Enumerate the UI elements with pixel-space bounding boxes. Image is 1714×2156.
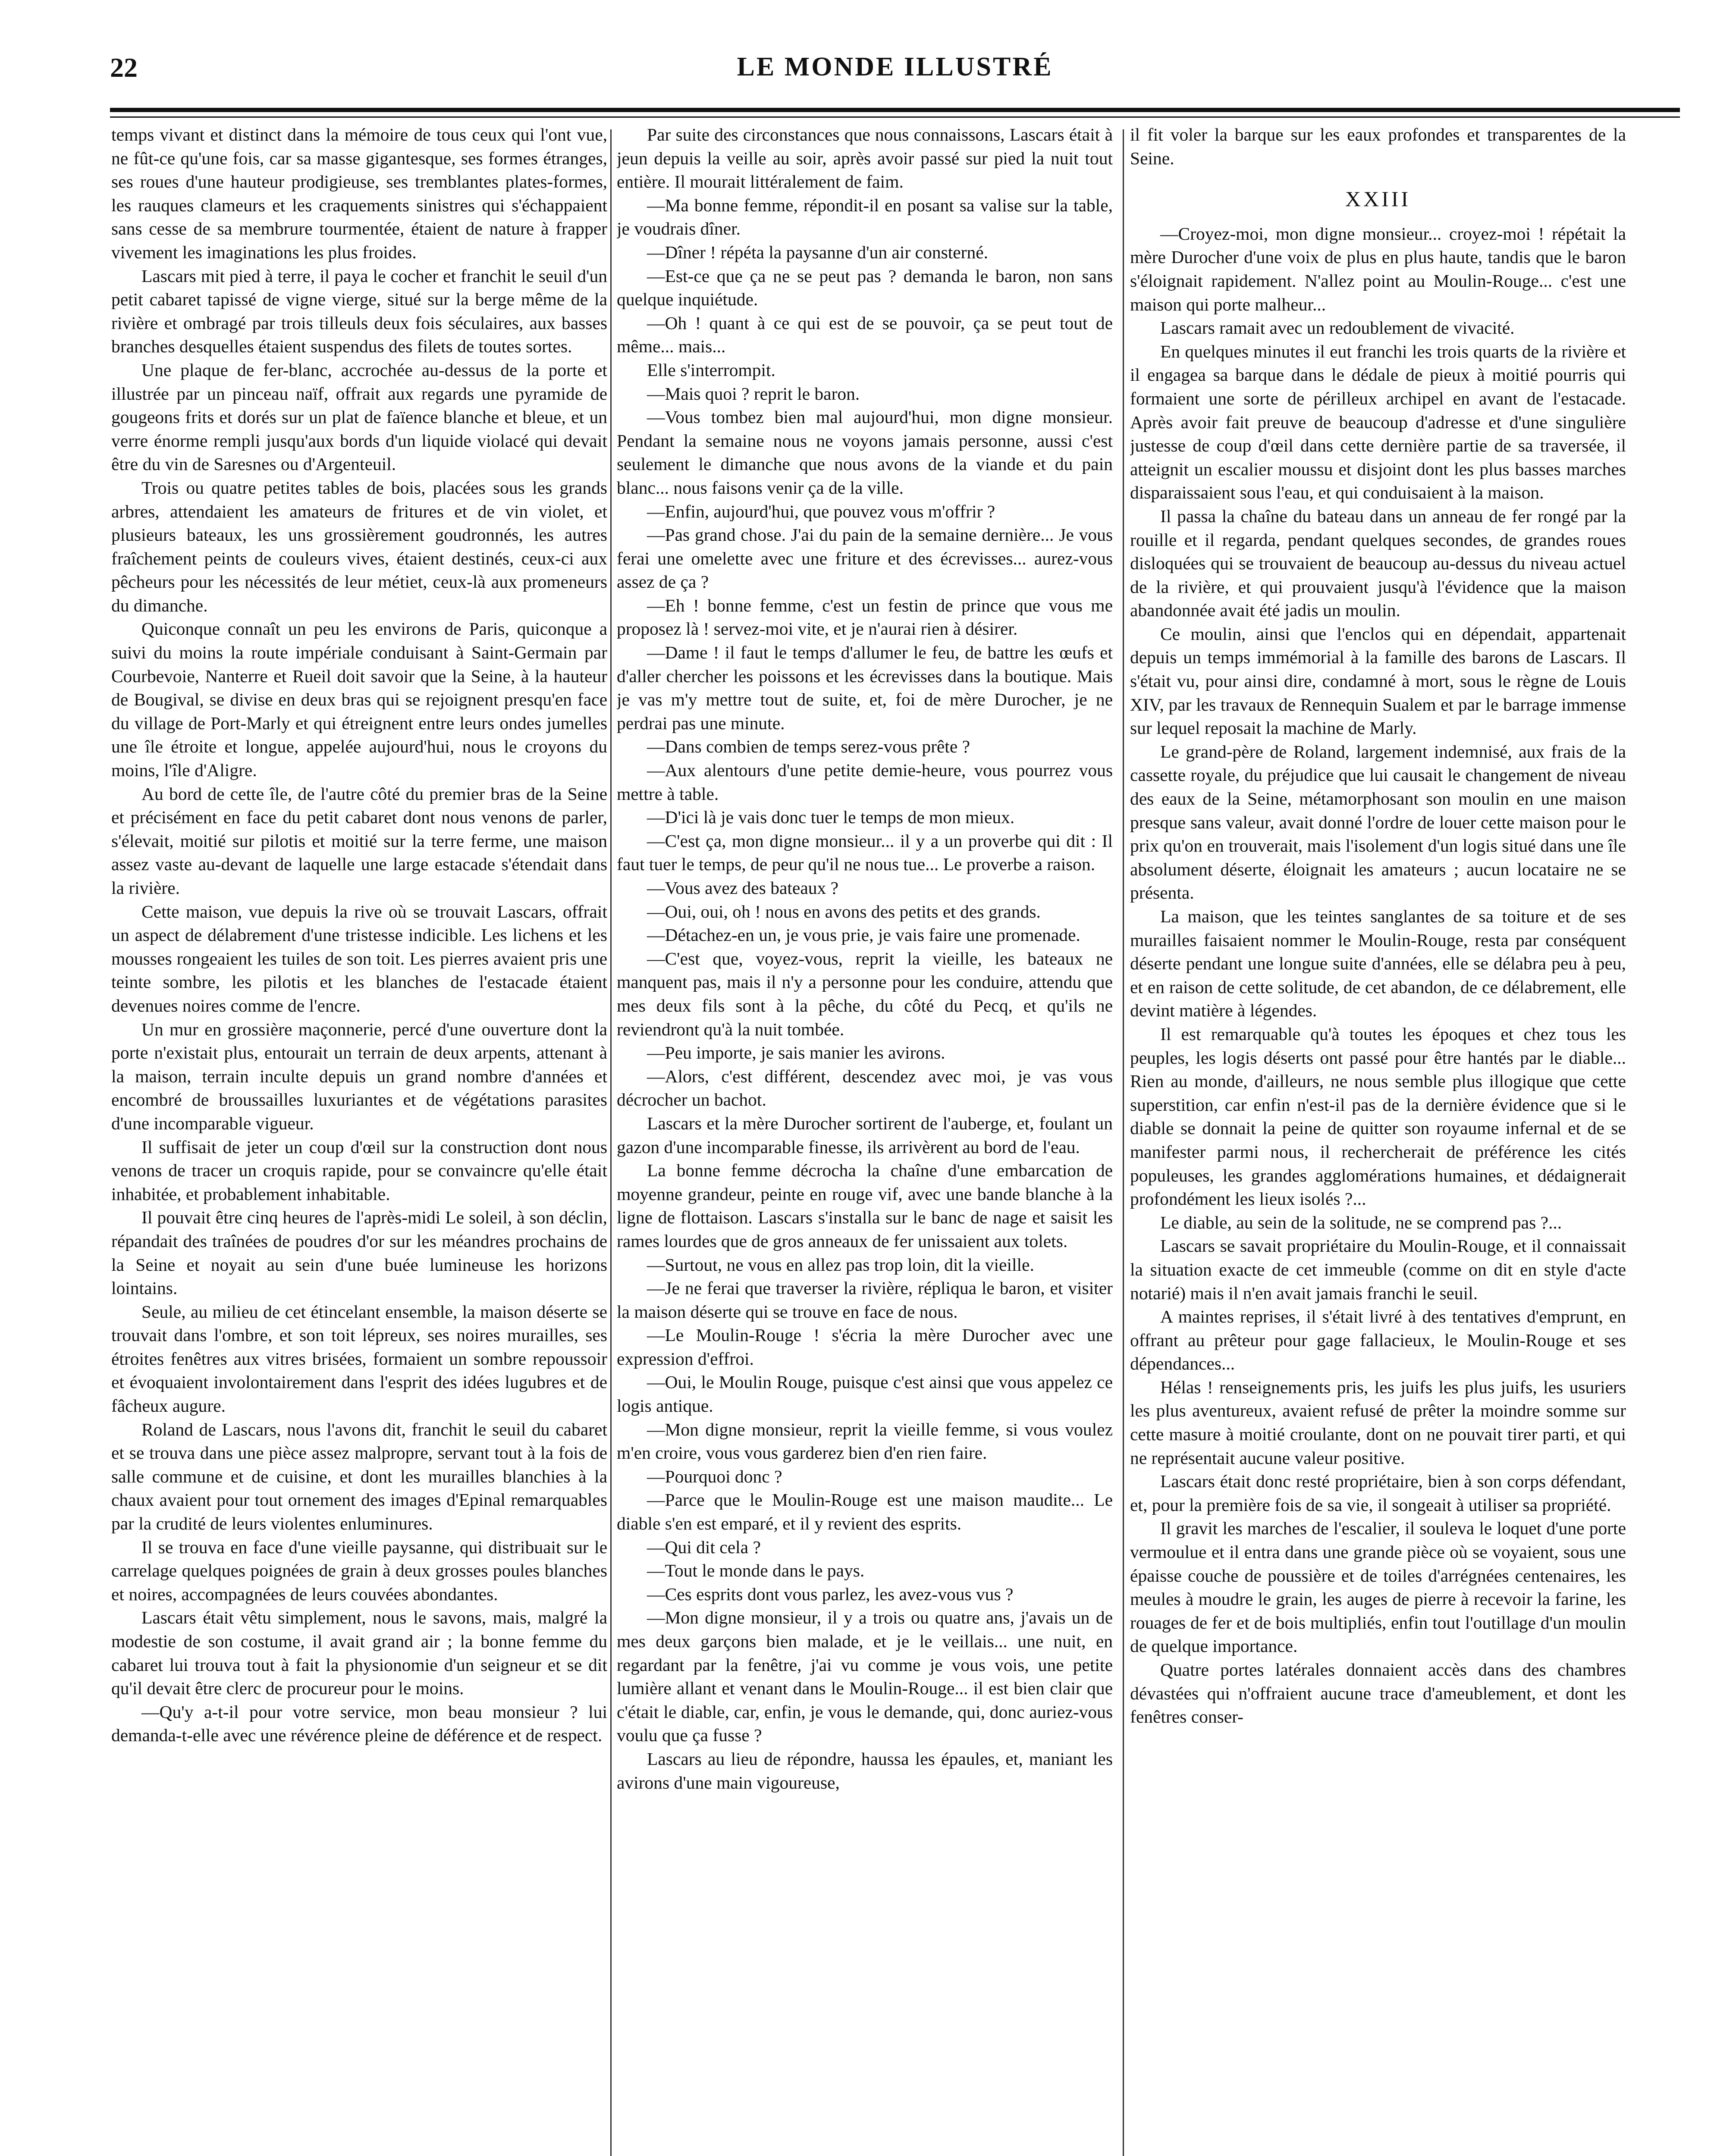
paragraph: Une plaque de fer-blanc, accrochée au-dessus de la porte et illustrée par un pinceau naïf, offrait aux regards une pyramide de gougeons frits et dorés sur un plat de faïence blanche et bleue, et un verre énorme rempli jusqu'aux bords d'un liquide violacé qui devait être du vin de Saresnes ou d'Argenteuil. bbox=[111, 360, 607, 474]
paragraph: —Dans combien de temps serez-vous prête ? bbox=[647, 736, 970, 757]
paragraph: —Oui, oui, oh ! nous en avons des petits et des grands. bbox=[647, 901, 1041, 921]
paragraph: —C'est ça, mon digne monsieur... il y a un proverbe qui dit : Il faut tuer le temps, de peur qu'il ne nous tue... Le proverbe a raison. bbox=[617, 830, 1113, 874]
page-number: 22 bbox=[110, 52, 138, 83]
paragraph: —Tout le monde dans le pays. bbox=[647, 1561, 865, 1581]
paragraph: —Eh ! bonne femme, c'est un festin de prince que vous me proposez là ! servez-moi vite, et je n'aurai rien à désirer. bbox=[617, 595, 1113, 639]
paragraph: —Qu'y a-t-il pour votre service, mon beau monsieur ? lui demanda-t-elle avec une révérence pleine de déférence et de respect. bbox=[111, 1702, 607, 1745]
paragraph: Seule, au milieu de cet étincelant ensemble, la maison déserte se trouvait dans l'ombre, et son toit lépreux, ses noires murailles, ses étroites fenêtres aux vitres brisées, formaient un sombre repoussoir et évoquaient involontairement dans l'esprit des idées lugubres et de fâcheux augure. bbox=[111, 1301, 607, 1416]
paragraph: —Dame ! il faut le temps d'allumer le feu, de battre les œufs et d'aller chercher les poissons et les écrevisses dans la boutique. Mais je vas m'y mettre tout de suite, et, foi de mère Durocher, je ne perdrai pas une minute. bbox=[617, 642, 1113, 733]
paragraph: Au bord de cette île, de l'autre côté du premier bras de la Seine et précisément en face du petit cabaret dont nous venons de parler, s'élevait, moitié sur pilotis et moitié sur la terre ferme, une maison assez vaste au-devant de laquelle une large estacade s'étendait dans la rivière. bbox=[111, 783, 607, 898]
paragraph: Roland de Lascars, nous l'avons dit, franchit le seuil du cabaret et se trouva dans une pièce assez malpropre, servant tout à la fois de salle commune et de cuisine, et dont les murailles blanchies à la chaux avaient pour tout ornement des images d'Epinal remarquables par la crudité de leurs violentes enluminures. bbox=[111, 1419, 607, 1534]
paragraph: Lascars mit pied à terre, il paya le cocher et franchit le seuil d'un petit cabaret tapissé de vigne vierge, situé sur la berge même de la rivière et ombragé par trois tilleuls deux fois séculaires, aux basses branches desquelles étaient suspendus des filets de toutes sortes. bbox=[111, 266, 607, 357]
paragraph: —Oui, le Moulin Rouge, puisque c'est ainsi que vous appelez ce logis antique. bbox=[617, 1372, 1113, 1416]
paragraph: temps vivant et distinct dans la mémoire de tous ceux qui l'ont vue, ne fût-ce qu'une fois, car sa masse gigantesque, ses formes étranges, ses roues d'une hauteur prodigieuse, ses tremblantes plates-formes, les rauques clameurs et les craquements sinistres qui s'échappaient sans cesse de sa membrure tourmentée, étaient de nature à frapper vivement les imaginations les plus froides. bbox=[111, 125, 607, 262]
paragraph: Par suite des circonstances que nous connaissons, Lascars était à jeun depuis la veille au soir, après avoir passé sur pied la nuit tout entière. Il mourait littéralement de faim. bbox=[617, 125, 1113, 192]
paragraph: —Parce que le Moulin-Rouge est une maison maudite... Le diable s'en est emparé, et il y revient des esprits. bbox=[617, 1490, 1113, 1534]
paragraph: Cette maison, vue depuis la rive où se trouvait Lascars, offrait un aspect de délabrement d'une tristesse indicible. Les lichens et les mousses rongeaient les tuiles de son toit. Les pierres avaient pris une teinte sombre, les pilotis et les blanches de l'estacade étaient devenues noires comme de l'encre. bbox=[111, 901, 607, 1015]
paragraph: Lascars se savait propriétaire du Moulin-Rouge, et il connaissait la situation exacte de cet immeuble (comme on dit en style d'acte notarié) mais il n'en avait jamais franchi le seuil. bbox=[1130, 1236, 1626, 1303]
paragraph: La maison, que les teintes sanglantes de sa toiture et de ses murailles faisaient nommer le Moulin-Rouge, resta par conséquent déserte pendant une longue suite d'années, elle se délabra peu à peu, et en raison de cette solitude, de cet abandon, de ce délabrement, elle devint matière à légendes. bbox=[1130, 906, 1626, 1021]
text-column-3 bbox=[1130, 123, 1626, 2156]
paragraph: —Ces esprits dont vous parlez, les avez-vous vus ? bbox=[647, 1584, 1014, 1604]
paragraph: En quelques minutes il eut franchi les trois quarts de la rivière et il engagea sa barque dans le dédale de pieux à moitié pourris qui formaient une sorte de périlleux archipel en avant de l'estacade. Après avoir fait preuve de beaucoup d'adresse et d'une singulière justesse de coup d'œil dans cette dernière partie de sa traversée, il atteignit un escalier moussu et disjoint dont les plus basses marches disparaissaient sous l'eau, et qui conduisaient à la maison. bbox=[1130, 341, 1626, 503]
paragraph: Trois ou quatre petites tables de bois, placées sous les grands arbres, attendaient les amateurs de fritures et de vin violet, et plusieurs bateaux, les uns grossièrement goudronnés, les autres fraîchement peints de couleurs vives, étaient destinés, ceux-ci aux pêcheurs pour les nécessités de leur métiet, ceux-là aux promeneurs du dimanche. bbox=[111, 477, 607, 615]
column-separator bbox=[1123, 129, 1124, 2156]
page-header bbox=[110, 52, 1680, 95]
paragraph: Lascars était vêtu simplement, nous le savons, mais, malgré la modestie de son costume, il avait grand air ; la bonne femme du cabaret lui trouva tout à fait la physionomie d'un seigneur et se dit qu'il devait être clerc de procureur pour le moins. bbox=[111, 1608, 607, 1698]
paragraph: Il est remarquable qu'à toutes les époques et chez tous les peuples, les logis déserts ont passé pour être hantés par le diable... Rien au monde, d'ailleurs, ne nous semble plus illogique que cette superstition, car enfin n'est-il pas de la dernière évidence que si le diable se donnait la peine de quitter son royaume infernal et de se manifester parmi nous, il rechercherait de préférence les cités populeuses, les grandes agglomérations humaines, et dédaignerait profondément les lieux isolés ?... bbox=[1130, 1024, 1626, 1209]
paragraph: Lascars et la mère Durocher sortirent de l'auberge, et, foulant un gazon d'une incomparable finesse, ils arrivèrent au bord de l'eau. bbox=[617, 1113, 1113, 1157]
paragraph: —Mon digne monsieur, il y a trois ou quatre ans, j'avais un de mes deux garçons bien malade, et je le veillais... une nuit, en regardant par la fenêtre, j'ai vu comme je vous vois, une petite lumière allant et venant dans le Moulin-Rouge... il est bien clair que c'était le diable, car, enfin, je vous le demande, qui, donc auriez-vous voulu que ça fusse ? bbox=[617, 1608, 1113, 1745]
paragraph: Il pouvait être cinq heures de l'après-midi Le soleil, à son déclin, répandait des traînées de poudres d'or sur les méandres prochains de la Seine et noyait au sein d'une buée lumineuse les horizons lointains. bbox=[111, 1207, 607, 1298]
text-column-2 bbox=[617, 123, 1113, 2156]
chapter-heading: XXIII bbox=[1345, 187, 1411, 211]
header-rule-thick bbox=[110, 108, 1680, 112]
paragraph: —Peu importe, je sais manier les avirons. bbox=[647, 1043, 945, 1063]
paragraph: —Enfin, aujourd'hui, que pouvez vous m'offrir ? bbox=[647, 501, 995, 521]
paragraph: —Le Moulin-Rouge ! s'écria la mère Durocher avec une expression d'effroi. bbox=[617, 1325, 1113, 1369]
paragraph: —C'est que, voyez-vous, reprit la vieille, les bateaux ne manquent pas, mais il n'y a personne pour les conduire, attendu que mes deux fils sont à la pêche, du côté du Pecq, et qu'ils ne reviendront qu'à la nuit tombée. bbox=[617, 948, 1113, 1039]
paragraph: —Pas grand chose. J'ai du pain de la semaine dernière... Je vous ferai une omelette avec une friture et des écrevisses... aurez-vous assez de ça ? bbox=[617, 525, 1113, 592]
text-column-1 bbox=[111, 123, 607, 2156]
paragraph: Ce moulin, ainsi que l'enclos qui en dépendait, appartenait depuis un temps immémorial à la famille des barons de Lascars. Il s'était vu, pour ainsi dire, condamné à mort, sous le règne de Louis XIV, par les travaux de Rennequin Sualem et par le barrage immense sur lequel reposait la machine de Marly. bbox=[1130, 624, 1626, 738]
paragraph: —Oh ! quant à ce qui est de se pouvoir, ça se peut tout de même... mais... bbox=[617, 313, 1113, 357]
paragraph: Lascars ramait avec un redoublement de vivacité. bbox=[1160, 318, 1515, 338]
paragraph: —Croyez-moi, mon digne monsieur... croyez-moi ! répétait la mère Durocher d'une voix de plus en plus haute, tandis que le baron s'éloignait rapidement. N'allez point au Moulin-Rouge... c'est une maison qui porte malheur... bbox=[1130, 223, 1626, 314]
column-separator bbox=[610, 129, 612, 2156]
paragraph: —Mais quoi ? reprit le baron. bbox=[647, 383, 860, 404]
journal-title: LE MONDE ILLUSTRÉ bbox=[737, 52, 1053, 81]
paragraph: Quiconque connaît un peu les environs de Paris, quiconque a suivi du moins la route impériale conduisant à Saint-Germain par Courbevoie, Nanterre et Rueil doit savoir que la Seine, à la hauteur de Bougival, se divise en deux bras qui se rejoignent presqu'en face du village de Port-Marly et qui étreignent entre leurs ondes jumelles une île étroite et longue, appelée aujourd'hui, nous le croyons du moins, l'île d'Aligre. bbox=[111, 619, 607, 780]
paragraph: —D'ici là je vais donc tuer le temps de mon mieux. bbox=[647, 807, 1015, 827]
paragraph: —Ma bonne femme, répondit-il en posant sa valise sur la table, je voudrais dîner. bbox=[617, 195, 1113, 239]
paragraph: —Alors, c'est différent, descendez avec moi, je vas vous décrocher un bachot. bbox=[617, 1066, 1113, 1110]
paragraph: A maintes reprises, il s'était livré à des tentatives d'emprunt, en offrant au prêteur pour gage fallacieux, le Moulin-Rouge et ses dépendances... bbox=[1130, 1307, 1626, 1374]
paragraph: —Surtout, ne vous en allez pas trop loin, dit la vieille. bbox=[647, 1254, 1034, 1275]
paragraph: il fit voler la barque sur les eaux profondes et transparentes de la Seine. bbox=[1130, 125, 1626, 168]
paragraph: Le diable, au sein de la solitude, ne se comprend pas ?... bbox=[1160, 1212, 1562, 1232]
paragraph: —Détachez-en un, je vous prie, je vais faire une promenade. bbox=[647, 925, 1080, 945]
header-rule-thin bbox=[110, 116, 1680, 118]
paragraph: —Mon digne monsieur, reprit la vieille femme, si vous voulez m'en croire, vous vous garderez bien d'en rien faire. bbox=[617, 1419, 1113, 1463]
paragraph: —Pourquoi donc ? bbox=[647, 1466, 782, 1486]
paragraph: Il se trouva en face d'une vieille paysanne, qui distribuait sur le carrelage quelques poignées de grain à deux grosses poules blanches et noires, accompagnées de leurs couvées abondantes. bbox=[111, 1537, 607, 1604]
paragraph: Lascars était donc resté propriétaire, bien à son corps défendant, et, pour la première fois de sa vie, il songeait à utiliser sa propriété. bbox=[1130, 1471, 1626, 1515]
paragraph: Quatre portes latérales donnaient accès dans des chambres dévastées qui n'offraient aucune trace d'ameublement, et dont les fenêtres conser- bbox=[1130, 1660, 1626, 1727]
paragraph: Le grand-père de Roland, largement indemnisé, aux frais de la cassette royale, du préjudice que lui causait le changement de niveau des eaux de la Seine, métamorphosant son moulin en une maison presque sans valeur, avait donné l'ordre de louer cette maison pour le prix qu'on en trouverait, mais l'isolement d'un logis situé dans une île absolument déserte, éloignait les amateurs ; aucun locataire ne se présenta. bbox=[1130, 741, 1626, 903]
paragraph: —Dîner ! répéta la paysanne d'un air consterné. bbox=[647, 242, 989, 262]
paragraph: Hélas ! renseignements pris, les juifs les plus juifs, les usuriers les plus aventureux, avaient refusé de prêter la moindre somme sur cette masure à moitié croulante, dont on ne pouvait tirer parti, et qui ne représentait aucune valeur positive. bbox=[1130, 1377, 1626, 1468]
paragraph: Il passa la chaîne du bateau dans un anneau de fer rongé par la rouille et il regarda, pendant quelques secondes, de grandes roues disloquées qui se trouvaient de beaucoup au-dessus du niveau actuel de la rivière, et qui prouvaient jusqu'à l'évidence que la maison abandonnée avait été jadis un moulin. bbox=[1130, 506, 1626, 620]
paragraph: —Je ne ferai que traverser la rivière, répliqua le baron, et visiter la maison déserte qui se trouve en face de nous. bbox=[617, 1278, 1113, 1322]
paragraph: —Qui dit cela ? bbox=[647, 1537, 761, 1557]
paragraph: La bonne femme décrocha la chaîne d'une embarcation de moyenne grandeur, peinte en rouge vif, avec une bande blanche à la ligne de flottaison. Lascars s'installa sur le banc de nage et saisit les rames lourdes que de gros anneaux de fer unissaient aux tolets. bbox=[617, 1160, 1113, 1251]
paragraph: Un mur en grossière maçonnerie, percé d'une ouverture dont la porte n'existait plus, entourait un terrain de deux arpents, attenant à la maison, terrain inculte depuis un grand nombre d'années et encombré de broussailles luxuriantes et de végétations parasites d'une incomparable vigueur. bbox=[111, 1019, 607, 1133]
paragraph: Il gravit les marches de l'escalier, il souleva le loquet d'une porte vermoulue et il entra dans une grande pièce où se voyaient, sous une épaisse couche de poussière et de toiles d'arrégnées centenaires, les meules à moudre le grain, les auges de pierre à recevoir la farine, les rouages de fer et de bois multipliés, enfin tout l'outillage d'un moulin de quelque importance. bbox=[1130, 1518, 1626, 1656]
paragraph: Elle s'interrompit. bbox=[647, 360, 775, 380]
paragraph: Lascars au lieu de répondre, haussa les épaules, et, maniant les avirons d'une main vigoureuse, bbox=[617, 1749, 1113, 1792]
paragraph: —Aux alentours d'une petite demie-heure, vous pourrez vous mettre à table. bbox=[617, 760, 1113, 804]
paragraph: Il suffisait de jeter un coup d'œil sur la construction dont nous venons de tracer un croquis rapide, pour se convaincre qu'elle était inhabitée, et probablement inhabitable. bbox=[111, 1137, 607, 1204]
paragraph: —Vous avez des bateaux ? bbox=[647, 878, 839, 898]
paragraph: —Vous tombez bien mal aujourd'hui, mon digne monsieur. Pendant la semaine nous ne voyons jamais personne, aussi c'est seulement le dimanche que nous avons de la viande et du pain blanc... nous faisons venir ça de la ville. bbox=[617, 407, 1113, 498]
paragraph: —Est-ce que ça ne se peut pas ? demanda le baron, non sans quelque inquiétude. bbox=[617, 266, 1113, 310]
